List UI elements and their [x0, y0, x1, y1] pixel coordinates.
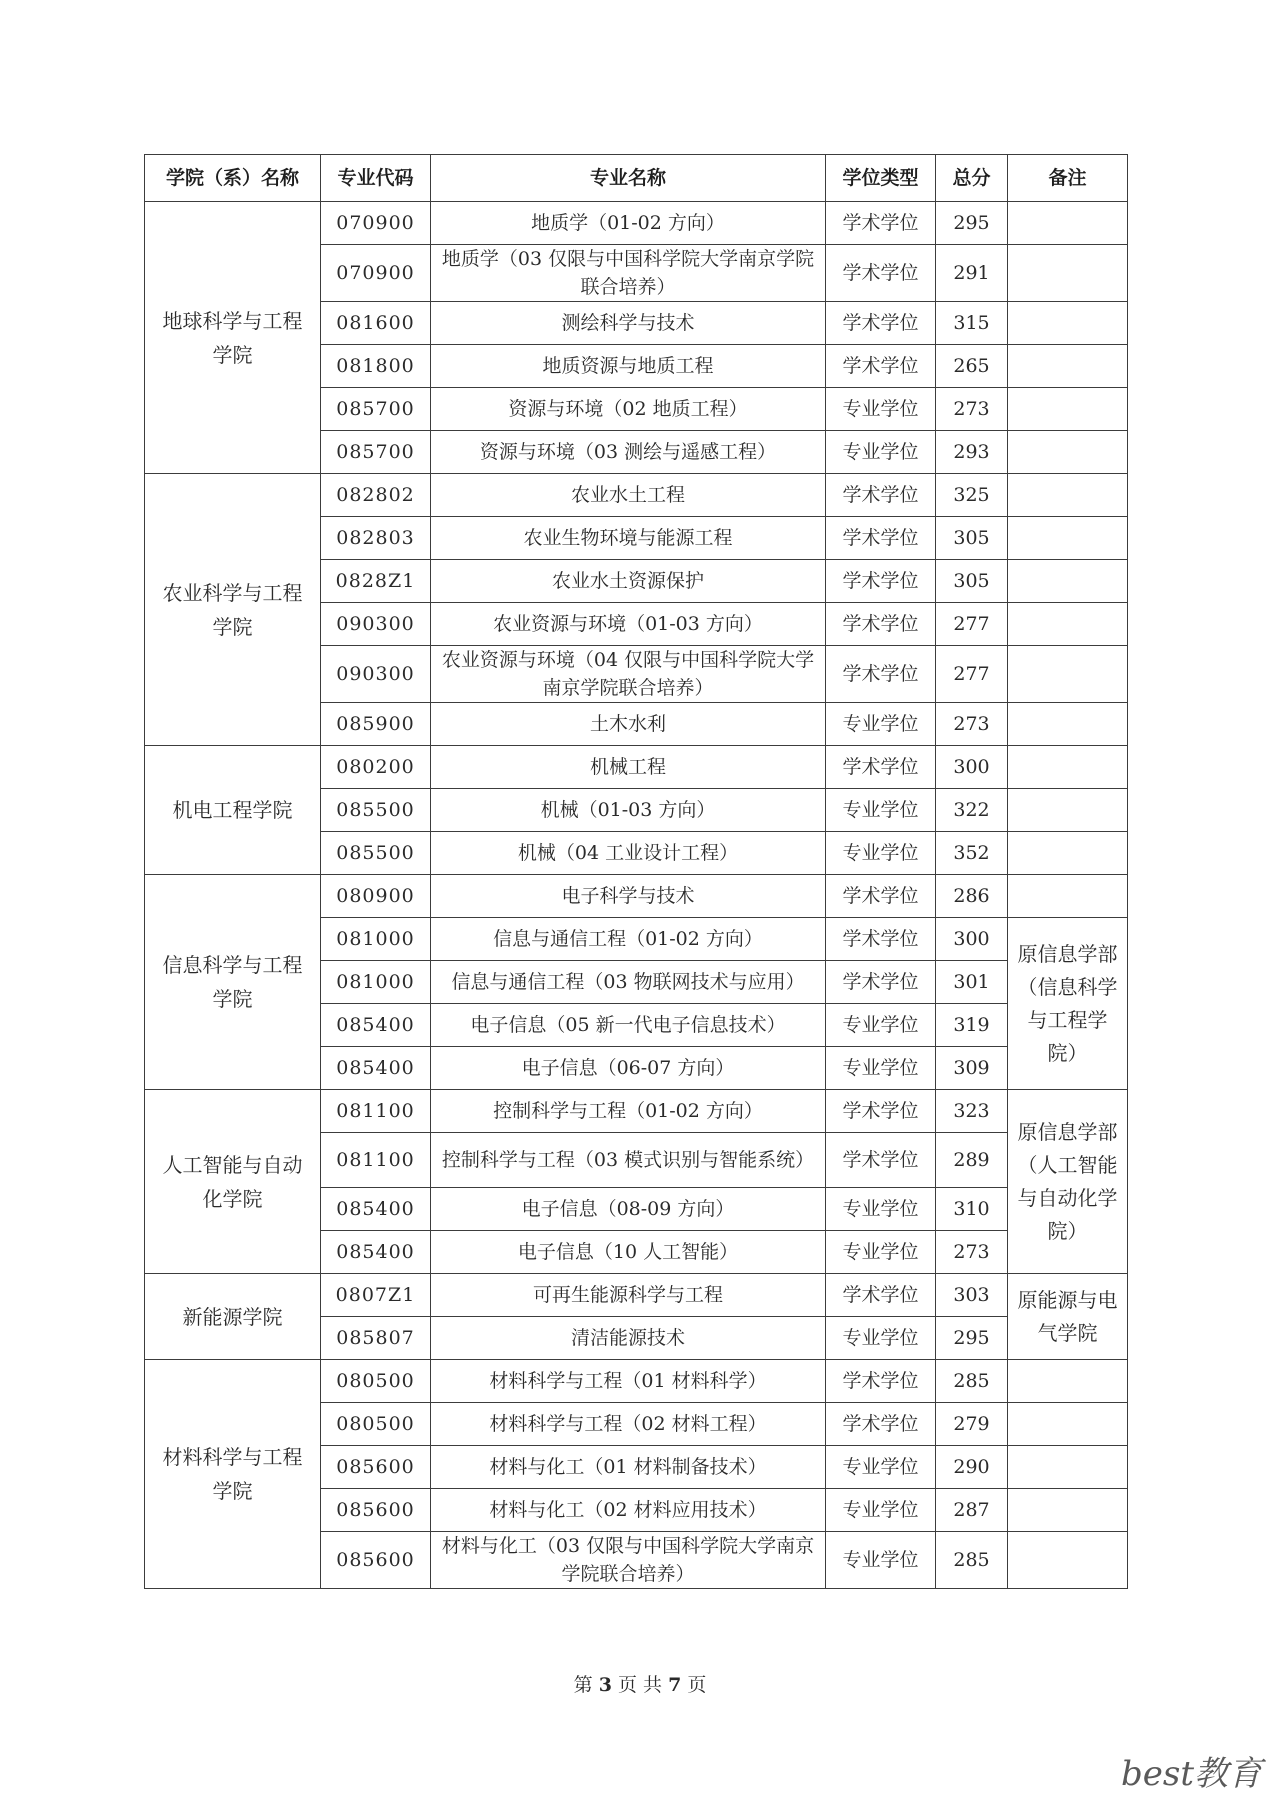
major-code-cell: 085400 — [321, 1047, 431, 1090]
degree-type-cell: 学术学位 — [826, 474, 936, 517]
major-code-cell: 0807Z1 — [321, 1274, 431, 1317]
page-footer — [0, 1670, 1280, 1697]
total-score-cell: 287 — [936, 1489, 1008, 1532]
major-name-cell: 电子信息（10 人工智能） — [431, 1231, 826, 1274]
table-row — [145, 202, 1128, 245]
footer-middle: 页 共 — [617, 1674, 663, 1696]
total-score-cell: 305 — [936, 517, 1008, 560]
total-score-cell: 352 — [936, 832, 1008, 875]
note-cell — [1008, 560, 1128, 603]
degree-type-cell: 学术学位 — [826, 302, 936, 345]
total-score-cell: 323 — [936, 1090, 1008, 1133]
major-name-cell: 清洁能源技术 — [431, 1317, 826, 1360]
total-score-cell: 300 — [936, 746, 1008, 789]
major-name-cell: 信息与通信工程（03 物联网技术与应用） — [431, 961, 826, 1004]
total-score-cell: 309 — [936, 1047, 1008, 1090]
major-code-cell: 085700 — [321, 431, 431, 474]
total-score-cell: 293 — [936, 431, 1008, 474]
major-name-cell: 机械（01-03 方向） — [431, 789, 826, 832]
college-name-cell: 信息科学与工程学院 — [145, 875, 321, 1090]
major-name-cell: 地质学（03 仅限与中国科学院大学南京学院联合培养） — [431, 245, 826, 302]
total-score-cell: 301 — [936, 961, 1008, 1004]
degree-type-cell: 学术学位 — [826, 1403, 936, 1446]
note-cell: 原信息学部（信息科学与工程学院） — [1008, 918, 1128, 1090]
total-score-cell: 310 — [936, 1188, 1008, 1231]
major-code-cell: 082802 — [321, 474, 431, 517]
total-score-cell: 279 — [936, 1403, 1008, 1446]
degree-type-cell: 学术学位 — [826, 646, 936, 703]
degree-type-cell: 专业学位 — [826, 1004, 936, 1047]
major-code-cell: 081800 — [321, 345, 431, 388]
major-code-cell: 085600 — [321, 1446, 431, 1489]
total-score-cell: 273 — [936, 388, 1008, 431]
major-code-cell: 080900 — [321, 875, 431, 918]
note-cell — [1008, 789, 1128, 832]
watermark: best教育 — [1121, 1754, 1262, 1794]
degree-type-cell: 学术学位 — [826, 1133, 936, 1188]
note-cell — [1008, 1532, 1128, 1589]
major-name-cell: 机械工程 — [431, 746, 826, 789]
major-code-cell: 090300 — [321, 603, 431, 646]
degree-type-cell: 专业学位 — [826, 388, 936, 431]
major-name-cell: 材料科学与工程（01 材料科学） — [431, 1360, 826, 1403]
degree-type-cell: 学术学位 — [826, 345, 936, 388]
table-row — [145, 746, 1128, 789]
major-name-cell: 地质资源与地质工程 — [431, 345, 826, 388]
total-score-cell: 291 — [936, 245, 1008, 302]
degree-type-cell: 专业学位 — [826, 431, 936, 474]
total-score-cell: 315 — [936, 302, 1008, 345]
degree-type-cell: 专业学位 — [826, 789, 936, 832]
major-name-cell: 资源与环境（02 地质工程） — [431, 388, 826, 431]
major-name-cell: 电子信息（05 新一代电子信息技术） — [431, 1004, 826, 1047]
degree-type-cell: 专业学位 — [826, 1317, 936, 1360]
degree-type-cell: 学术学位 — [826, 560, 936, 603]
degree-type-cell: 专业学位 — [826, 703, 936, 746]
major-code-cell: 081100 — [321, 1133, 431, 1188]
total-score-cell: 295 — [936, 1317, 1008, 1360]
note-cell — [1008, 832, 1128, 875]
degree-type-cell: 专业学位 — [826, 1188, 936, 1231]
major-code-cell: 085807 — [321, 1317, 431, 1360]
total-score-cell: 300 — [936, 918, 1008, 961]
total-score-cell: 285 — [936, 1532, 1008, 1589]
major-name-cell: 可再生能源科学与工程 — [431, 1274, 826, 1317]
table-row — [145, 1274, 1128, 1317]
major-name-cell: 材料与化工（01 材料制备技术） — [431, 1446, 826, 1489]
note-cell — [1008, 345, 1128, 388]
total-score-cell: 273 — [936, 1231, 1008, 1274]
note-cell — [1008, 474, 1128, 517]
degree-type-cell: 学术学位 — [826, 961, 936, 1004]
major-name-cell: 农业资源与环境（01-03 方向） — [431, 603, 826, 646]
table-row — [145, 875, 1128, 918]
major-name-cell: 测绘科学与技术 — [431, 302, 826, 345]
major-name-cell: 资源与环境（03 测绘与遥感工程） — [431, 431, 826, 474]
major-code-cell: 085600 — [321, 1489, 431, 1532]
major-name-cell: 控制科学与工程（01-02 方向） — [431, 1090, 826, 1133]
note-cell — [1008, 245, 1128, 302]
note-cell — [1008, 302, 1128, 345]
note-cell: 原能源与电气学院 — [1008, 1274, 1128, 1360]
total-score-cell: 319 — [936, 1004, 1008, 1047]
degree-type-cell: 学术学位 — [826, 1090, 936, 1133]
college-name-cell: 农业科学与工程学院 — [145, 474, 321, 746]
table-row — [145, 1090, 1128, 1133]
total-score-cell: 295 — [936, 202, 1008, 245]
table-row — [145, 474, 1128, 517]
header-college: 学院（系）名称 — [145, 155, 321, 202]
header-total-score: 总分 — [936, 155, 1008, 202]
major-name-cell: 农业生物环境与能源工程 — [431, 517, 826, 560]
header-degree-type: 学位类型 — [826, 155, 936, 202]
major-name-cell: 控制科学与工程（03 模式识别与智能系统） — [431, 1133, 826, 1188]
total-score-cell: 277 — [936, 603, 1008, 646]
total-score-cell: 303 — [936, 1274, 1008, 1317]
major-code-cell: 081000 — [321, 918, 431, 961]
degree-type-cell: 专业学位 — [826, 832, 936, 875]
note-cell — [1008, 431, 1128, 474]
major-code-cell: 082803 — [321, 517, 431, 560]
major-code-cell: 085400 — [321, 1004, 431, 1047]
major-name-cell: 机械（04 工业设计工程） — [431, 832, 826, 875]
total-score-cell: 289 — [936, 1133, 1008, 1188]
major-code-cell: 085400 — [321, 1188, 431, 1231]
total-score-cell: 286 — [936, 875, 1008, 918]
major-code-cell: 070900 — [321, 202, 431, 245]
degree-type-cell: 专业学位 — [826, 1532, 936, 1589]
degree-type-cell: 专业学位 — [826, 1047, 936, 1090]
major-name-cell: 电子信息（06-07 方向） — [431, 1047, 826, 1090]
header-code: 专业代码 — [321, 155, 431, 202]
degree-type-cell: 学术学位 — [826, 875, 936, 918]
degree-type-cell: 专业学位 — [826, 1446, 936, 1489]
note-cell — [1008, 202, 1128, 245]
degree-type-cell: 专业学位 — [826, 1489, 936, 1532]
college-name-cell: 人工智能与自动化学院 — [145, 1090, 321, 1274]
total-score-cell: 285 — [936, 1360, 1008, 1403]
admission-score-table — [144, 154, 1128, 1589]
note-cell — [1008, 1446, 1128, 1489]
table-body — [145, 202, 1128, 1589]
degree-type-cell: 学术学位 — [826, 603, 936, 646]
footer-page-number: 3 — [598, 1674, 612, 1696]
total-score-cell: 265 — [936, 345, 1008, 388]
major-code-cell: 085500 — [321, 832, 431, 875]
total-score-cell: 322 — [936, 789, 1008, 832]
footer-prefix: 第 — [573, 1674, 593, 1696]
major-code-cell: 081600 — [321, 302, 431, 345]
degree-type-cell: 学术学位 — [826, 202, 936, 245]
note-cell — [1008, 517, 1128, 560]
table-header-row — [145, 155, 1128, 202]
note-cell — [1008, 1489, 1128, 1532]
major-code-cell: 080500 — [321, 1360, 431, 1403]
major-name-cell: 电子科学与技术 — [431, 875, 826, 918]
major-name-cell: 农业资源与环境（04 仅限与中国科学院大学南京学院联合培养） — [431, 646, 826, 703]
major-code-cell: 085400 — [321, 1231, 431, 1274]
degree-type-cell: 学术学位 — [826, 918, 936, 961]
major-code-cell: 081100 — [321, 1090, 431, 1133]
degree-type-cell: 学术学位 — [826, 746, 936, 789]
major-name-cell: 电子信息（08-09 方向） — [431, 1188, 826, 1231]
degree-type-cell: 学术学位 — [826, 1360, 936, 1403]
major-code-cell: 080200 — [321, 746, 431, 789]
footer-total-pages: 7 — [668, 1674, 682, 1696]
note-cell: 原信息学部（人工智能与自动化学院） — [1008, 1090, 1128, 1274]
total-score-cell: 290 — [936, 1446, 1008, 1489]
note-cell — [1008, 1360, 1128, 1403]
major-name-cell: 土木水利 — [431, 703, 826, 746]
college-name-cell: 新能源学院 — [145, 1274, 321, 1360]
major-code-cell: 085600 — [321, 1532, 431, 1589]
major-code-cell: 090300 — [321, 646, 431, 703]
college-name-cell: 材料科学与工程学院 — [145, 1360, 321, 1589]
major-name-cell: 农业水土工程 — [431, 474, 826, 517]
note-cell — [1008, 388, 1128, 431]
header-major: 专业名称 — [431, 155, 826, 202]
major-name-cell: 材料与化工（03 仅限与中国科学院大学南京学院联合培养） — [431, 1532, 826, 1589]
footer-suffix: 页 — [687, 1674, 707, 1696]
major-name-cell: 农业水土资源保护 — [431, 560, 826, 603]
major-name-cell: 信息与通信工程（01-02 方向） — [431, 918, 826, 961]
college-name-cell: 地球科学与工程学院 — [145, 202, 321, 474]
degree-type-cell: 学术学位 — [826, 1274, 936, 1317]
college-name-cell: 机电工程学院 — [145, 746, 321, 875]
major-name-cell: 材料与化工（02 材料应用技术） — [431, 1489, 826, 1532]
note-cell — [1008, 1403, 1128, 1446]
major-code-cell: 085500 — [321, 789, 431, 832]
note-cell — [1008, 646, 1128, 703]
total-score-cell: 305 — [936, 560, 1008, 603]
total-score-cell: 273 — [936, 703, 1008, 746]
note-cell — [1008, 603, 1128, 646]
header-note: 备注 — [1008, 155, 1128, 202]
total-score-cell: 325 — [936, 474, 1008, 517]
note-cell — [1008, 875, 1128, 918]
table-row — [145, 1360, 1128, 1403]
major-code-cell: 085700 — [321, 388, 431, 431]
note-cell — [1008, 703, 1128, 746]
note-cell — [1008, 746, 1128, 789]
major-code-cell: 0828Z1 — [321, 560, 431, 603]
major-code-cell: 080500 — [321, 1403, 431, 1446]
degree-type-cell: 学术学位 — [826, 517, 936, 560]
major-name-cell: 地质学（01-02 方向） — [431, 202, 826, 245]
major-code-cell: 070900 — [321, 245, 431, 302]
degree-type-cell: 专业学位 — [826, 1231, 936, 1274]
major-code-cell: 081000 — [321, 961, 431, 1004]
total-score-cell: 277 — [936, 646, 1008, 703]
major-code-cell: 085900 — [321, 703, 431, 746]
degree-type-cell: 学术学位 — [826, 245, 936, 302]
major-name-cell: 材料科学与工程（02 材料工程） — [431, 1403, 826, 1446]
